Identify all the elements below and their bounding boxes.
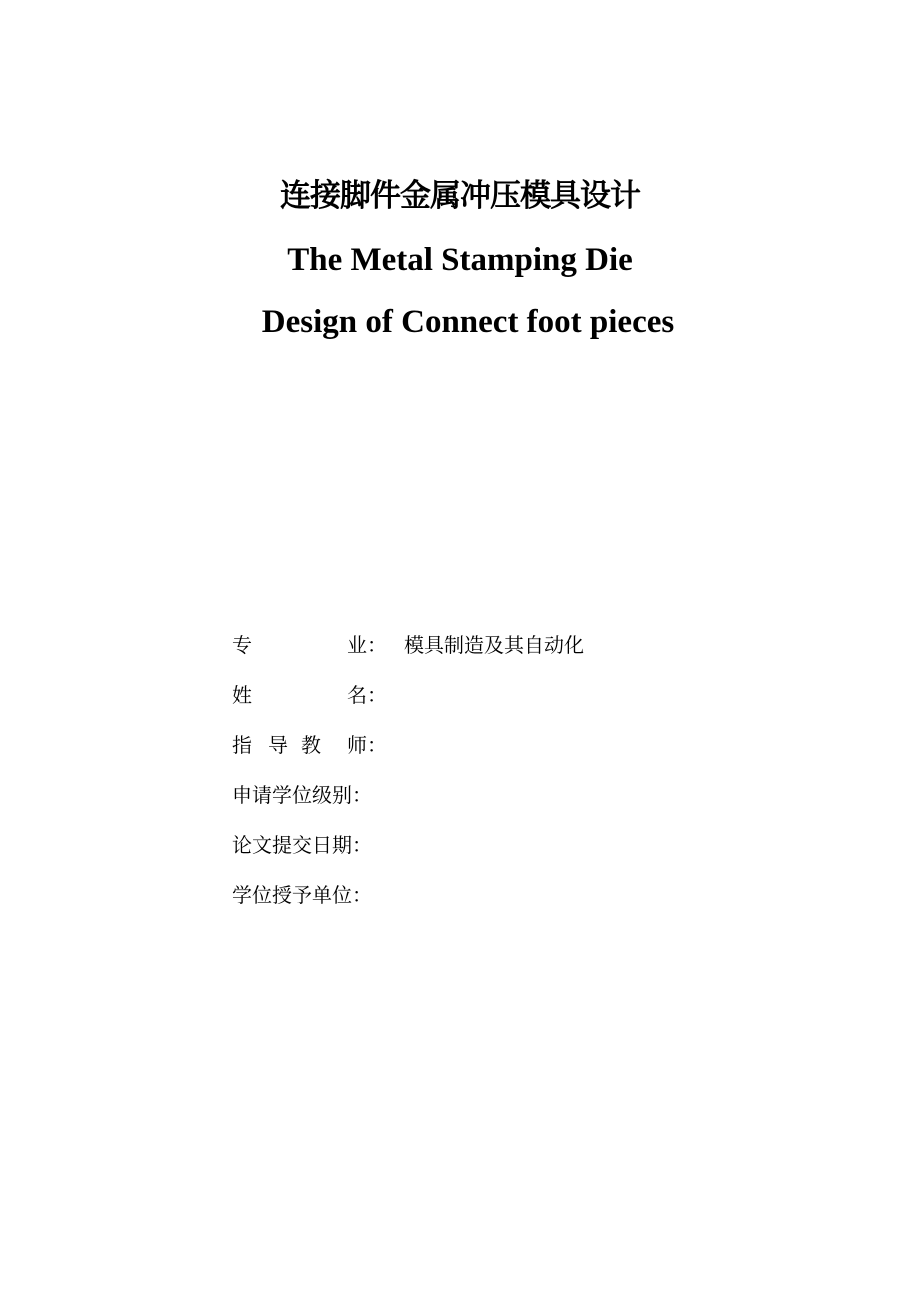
thesis-info-block bbox=[232, 620, 752, 920]
field-major-label bbox=[232, 630, 404, 660]
field-major bbox=[232, 620, 752, 670]
label-part: 学位授予单位： bbox=[232, 883, 372, 907]
label-part: 业： bbox=[347, 633, 387, 657]
field-degree-level-label bbox=[232, 780, 404, 810]
label-part: 教 bbox=[301, 733, 321, 757]
field-name-label bbox=[232, 680, 404, 710]
label-part: 姓 bbox=[232, 683, 252, 707]
english-title-line-1: The Metal Stamping Die bbox=[287, 242, 633, 278]
field-advisor bbox=[232, 720, 752, 770]
field-name bbox=[232, 670, 752, 720]
field-advisor-label bbox=[232, 730, 404, 760]
label-part: 申请学位级别： bbox=[232, 783, 372, 807]
english-title-line-2: Design of Connect foot pieces bbox=[261, 304, 675, 340]
field-submission-date-label bbox=[232, 830, 404, 860]
field-degree-level bbox=[232, 770, 752, 820]
field-degree-unit bbox=[232, 870, 752, 920]
label-part: 论文提交日期： bbox=[232, 833, 372, 857]
label-part: 指 bbox=[232, 733, 252, 757]
field-major-value: 模具制造及其自动化 bbox=[404, 633, 584, 657]
field-degree-unit-label bbox=[232, 880, 404, 910]
label-part: 师： bbox=[347, 733, 387, 757]
label-part: 导 bbox=[268, 733, 288, 757]
field-submission-date bbox=[232, 820, 752, 870]
label-part: 名： bbox=[347, 683, 387, 707]
chinese-title: 连接脚件金属冲压模具设计 bbox=[280, 178, 640, 214]
label-part: 专 bbox=[232, 633, 252, 657]
